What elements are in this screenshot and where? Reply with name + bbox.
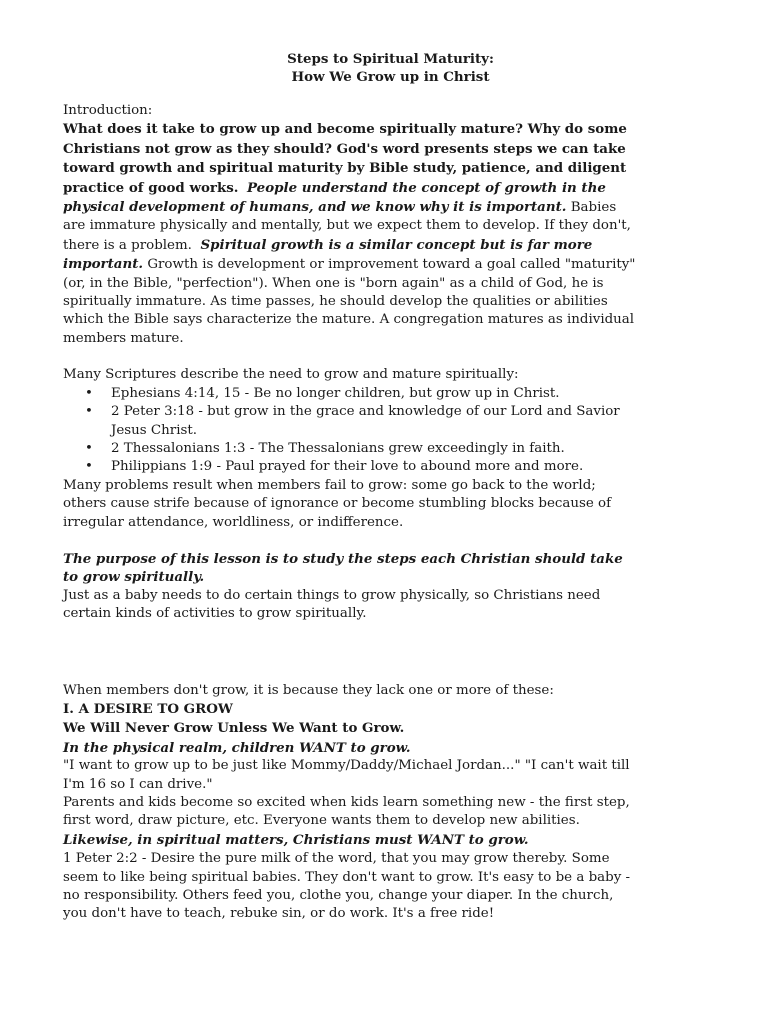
purpose-paragraph: Just as a baby needs to do certain things to grow physically, so Christians need certain kinds of activities to grow spiritually.: [63, 587, 601, 622]
introduction-label: Introduction:: [63, 103, 153, 118]
spacer: [63, 532, 638, 550]
document-page: [63, 50, 638, 924]
lack-intro: When members don't grow, it is because they lack one or more of these:: [63, 682, 554, 698]
physical-realm-statement: In the physical realm, children WANT to grow.: [63, 739, 411, 756]
section-heading: [63, 700, 638, 719]
spacer: [63, 348, 638, 366]
section-heading-text: I. A DESIRE TO GROW: [63, 700, 233, 717]
problems-paragraph: Many problems result when members fail to grow: some go back to the world; others cause strife because of ignorance or become stumbling blocks because of irregular attendance, worldliness, or indifference.: [63, 477, 612, 530]
scripture-list: [63, 385, 638, 477]
document-title-line-2: How We Grow up in Christ: [291, 69, 490, 85]
document-title-line-1: Steps to Spiritual Maturity:: [287, 51, 494, 67]
scripture-item: • 2 Thessalonians 1:3 - The Thessalonians grew exceedingly in faith.: [111, 440, 638, 458]
section-subheading: [63, 719, 638, 738]
intro-text-1: Babies are immature physically and mentally, but we expect them to develop. If they don't, there is a problem.: [63, 200, 631, 253]
scriptures-intro: Many Scriptures describe the need to grow and mature spiritually:: [63, 367, 519, 383]
intro-emphasis-2: Spiritual growth is a similar concept but is far more important.: [63, 236, 593, 273]
scripture-item: • Philippians 1:9 - Paul prayed for their love to abound more and more.: [111, 458, 638, 476]
scripture-item: • 2 Peter 3:18 - but grow in the grace and knowledge of our Lord and Savior Jesus Christ.: [111, 403, 638, 440]
intro-emphasis-1: People understand the concept of growth in the physical development of humans, and we know why it is important.: [63, 179, 606, 216]
parents-text: Parents and kids become so excited when kids learn something new - the first step, first word, draw picture, etc. Everyone wants them to develop new abilities.: [63, 795, 630, 829]
peter-paragraph: 1 Peter 2:2 - Desire the pure milk of the word, that you may grow thereby. Some seem to like being spiritual babies. They don't want to grow. It's easy to be a baby - no responsibility. Others feed you, clothe you, change your diaper. In the church, you don't have to teach, rebuke sin, or do work. It's a free ride!: [63, 851, 631, 922]
intro-text-2: Growth is development or improvement toward a goal called "maturity" (or, in the Bible, "perfection"). When one is "born again" as a child of God, he is spiritually immature. As time passes, he should develop the qualities or abilities which the Bible says characterize the mature. A congregation matures as individual members mature.: [63, 257, 636, 346]
parents-paragraph: [63, 794, 638, 850]
section-subheading-text: We Will Never Grow Unless We Want to Grow.: [63, 720, 405, 737]
scripture-item: • Ephesians 4:14, 15 - Be no longer children, but grow up in Christ.: [111, 385, 638, 403]
parents-emphasis: Likewise, in spiritual matters, Christians must WANT to grow.: [63, 831, 529, 848]
spacer: [63, 624, 638, 682]
title-block: [143, 50, 638, 86]
introduction-paragraph: [63, 120, 638, 348]
intro-bold-text: What does it take to grow up and become spiritually mature? Why do some Christians not grow as they should? God's word presents steps we can take toward growth and spiritual maturity by Bible study, patience, and diligent practice of good works.: [63, 121, 627, 196]
purpose-statement: The purpose of this lesson is to study the steps each Christian should take to grow spiritually.: [63, 550, 623, 586]
quote-paragraph: "I want to grow up to be just like Mommy/Daddy/Michael Jordan..." "I can't wait till I'm 16 so I can drive.": [63, 758, 630, 792]
